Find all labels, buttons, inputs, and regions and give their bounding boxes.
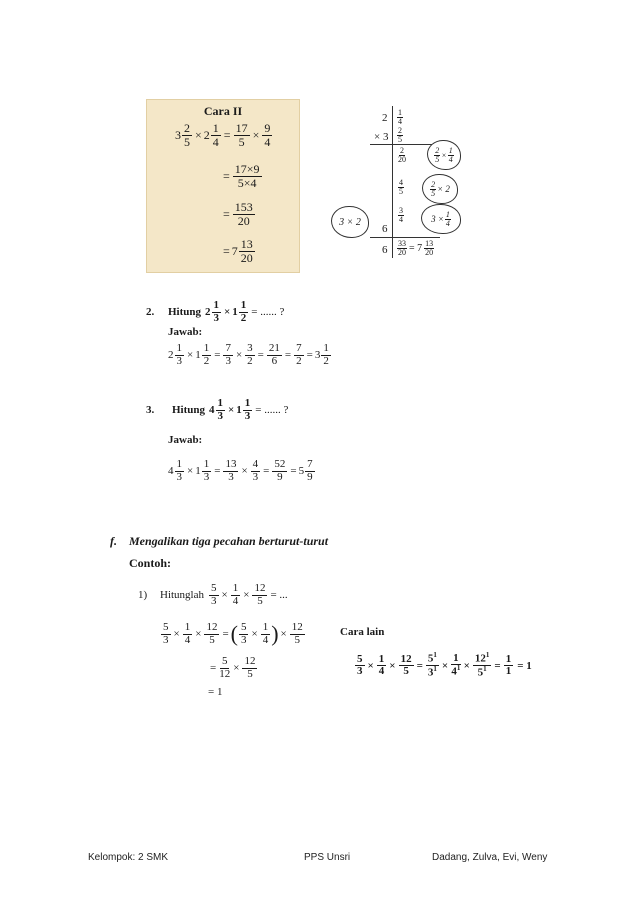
lattice-vertical-line xyxy=(392,106,393,258)
q3-jawab-label: Jawab: xyxy=(168,434,203,446)
q2-solution: 2 $\frac{1}{3}$ × 1 $\frac{1}{2}$ = $\frac{7}{3}$ × $\frac{3}{2}$ = $\frac{21}{6}$ = $\frac{7}{2}$ = 3 $\frac{1}{2}$ xyxy=(168,342,329,367)
lattice-bottom-rule xyxy=(370,237,440,238)
question-2: 2. Hitung 2 $\frac{1}{3}$ × 1 $\frac{1}{2}$ = ...... ? xyxy=(146,299,285,324)
example-1-result: = 1 xyxy=(208,686,223,698)
footer-right: Dadang, Zulva, Evi, Weny xyxy=(432,852,548,863)
footer-left: Kelompok: 2 SMK xyxy=(88,852,169,863)
lattice-frac-4-5: $\frac{4}{5}$ xyxy=(399,178,403,196)
cara-ii-line-1: 3 $\frac{2}{5}$ × 2 $\frac{1}{4}$ = $\frac{17}{5}$ × $\frac{9}{4}$ xyxy=(175,121,271,149)
example-1-step-1: $\frac{5}{3}$ × $\frac{1}{4}$ × $\frac{12}{5}$ = ( $\frac{5}{3}$ × $\frac{1}{4}$ ) × $\frac{12}{5}$ xyxy=(163,621,303,647)
cara-lain-solution: $\frac{5}{3}$ × $\frac{1}{4}$ × $\frac{12}{5}$ = $\frac{5^1}{3^1}$ × $\frac{1}{4^1}$ × $\frac{12^1}{5^1}$ = $\frac{1}{1}$ = 1 xyxy=(357,651,532,679)
cara-ii-title: Cara II xyxy=(203,104,243,118)
example-1-step-2: = $\frac{5}{12}$ × $\frac{12}{5}$ xyxy=(210,655,256,680)
lattice-whole-6: 6 xyxy=(382,223,388,235)
footer-center: PPS Unsri xyxy=(304,852,351,863)
cara-lain-label: Cara lain xyxy=(340,626,385,638)
cara-ii-line-4: = 7 $\frac{13}{20}$ xyxy=(223,237,253,265)
cloud-two-fifths-times-2: $\frac{2}{5}$ × 2 xyxy=(422,174,458,204)
cara-ii-line-2: = $\frac{17\times 9}{5\times 4}$ xyxy=(223,162,260,190)
section-f-heading: f. Mengalikan tiga pecahan berturut-turut xyxy=(110,534,329,548)
question-3: 3. Hitung 4 $\frac{1}{3}$ × 1 $\frac{1}{3}$ = ...... ? xyxy=(146,397,289,422)
cloud-3-times-2: 3 × 2 xyxy=(331,206,369,238)
lattice-result-whole: 6 xyxy=(382,244,388,256)
cara-ii-box xyxy=(146,99,300,273)
lattice-frac-2-5: $\frac{2}{5}$ xyxy=(398,126,402,144)
q2-jawab-label: Jawab: xyxy=(168,326,203,338)
lattice-whole-2: 2 xyxy=(382,112,388,124)
example-1-problem: 1) Hitunglah $\frac{5}{3}$ × $\frac{1}{4}$ × $\frac{12}{5}$ = ... xyxy=(138,582,288,607)
lattice-frac-3-4: $\frac{3}{4}$ xyxy=(399,206,403,224)
lattice-result: $\frac{33}{20}$ = 7 $\frac{13}{20}$ xyxy=(398,239,434,257)
lattice-frac-1-4: $\frac{1}{4}$ xyxy=(398,108,402,126)
q3-solution: 4 $\frac{1}{3}$ × 1 $\frac{1}{3}$ = $\frac{13}{3}$ × $\frac{4}{3}$ = $\frac{52}{9}$ = 5 $\frac{7}{9}$ xyxy=(168,458,313,483)
lattice-times-3: × 3 xyxy=(374,131,389,143)
cara-ii-line-3: = $\frac{153}{20}$ xyxy=(223,200,253,228)
cloud-3-times-quarter: 3 × $\frac{1}{4}$ xyxy=(421,204,461,234)
contoh-label: Contoh: xyxy=(129,556,172,570)
lattice-frac-2-20: $\frac{2}{20}$ xyxy=(398,146,406,164)
cloud-two-fifths-times-quarter: $\frac{2}{5}$ × $\frac{1}{4}$ xyxy=(427,140,461,170)
